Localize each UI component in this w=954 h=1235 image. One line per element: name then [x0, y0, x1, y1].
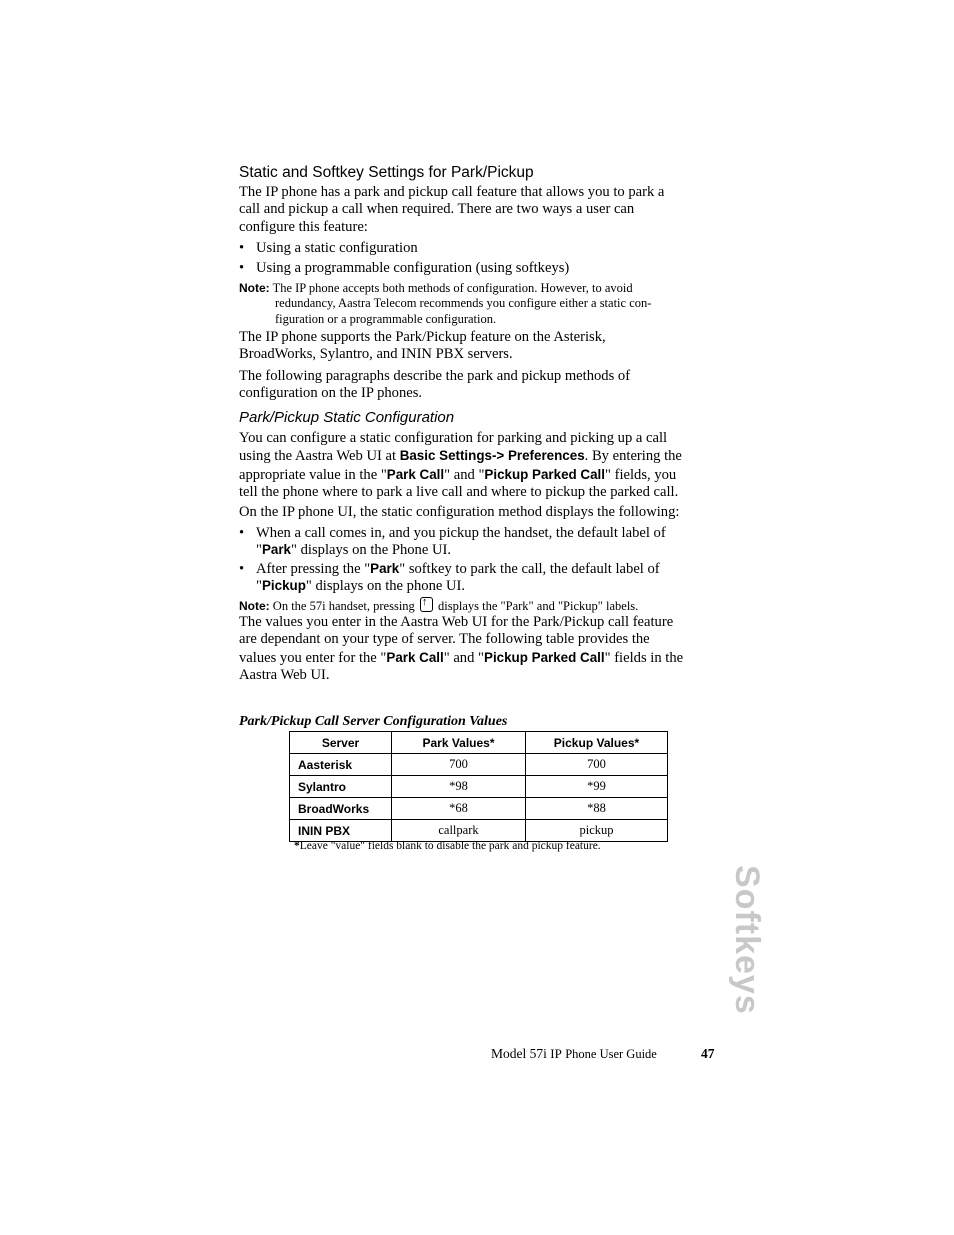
server-cell: Sylantro — [290, 776, 392, 798]
note-text: The IP phone accepts both methods of configuration. However, to avoid — [272, 281, 633, 295]
table-row — [290, 754, 668, 776]
bullet-dot: • — [239, 260, 245, 276]
values-paragraph — [239, 614, 683, 684]
table-caption: Park/Pickup Call Server Configuration Values — [239, 714, 508, 729]
table-header-row — [290, 732, 668, 754]
server-config-table — [289, 731, 668, 842]
subsection-title: Park/Pickup Static Configuration — [239, 409, 455, 426]
paragraph-line: configuration on the IP phones. — [239, 385, 423, 402]
menu-path: Basic Settings-> Preferences — [399, 448, 585, 464]
server-cell: Aasterisk — [290, 754, 392, 776]
paragraph-line: values you enter for the "Park Call" and "Pickup Parked Call" fields in the — [239, 649, 684, 666]
pickup-value-cell: *99 — [526, 776, 668, 798]
intro-paragraph — [239, 184, 664, 236]
list-item: When a call comes in, and you pickup the handset, the default label of "Park" displays on the Phone UI. — [256, 525, 666, 558]
table-row — [290, 776, 668, 798]
field-name: Pickup Parked Call — [484, 466, 605, 482]
note-text: figuration or a programmable configuration. — [275, 312, 497, 326]
intro-line: call and pickup a call when required. There are two ways a user can — [239, 201, 635, 218]
paragraph-line: The IP phone supports the Park/Pickup feature on the Asterisk, — [239, 329, 606, 345]
footer-rest: Phone User Guide — [565, 1047, 657, 1061]
footer-model: Model 57i — [491, 1046, 547, 1061]
server-cell: ININ PBX — [290, 820, 392, 842]
paragraph-line: BroadWorks, Sylantro, and ININ PBX servers. — [239, 346, 513, 363]
static-paragraph — [239, 430, 682, 501]
footer-ip: IP — [550, 1046, 562, 1061]
page-number: 47 — [701, 1046, 715, 1061]
section-title: Static and Softkey Settings for Park/Pickup — [239, 164, 534, 181]
note-label: Note: — [239, 599, 270, 613]
paragraph-line: appropriate value in the "Park Call" and "Pickup Parked Call" fields, you — [239, 466, 677, 483]
park-value-cell: 700 — [392, 754, 526, 776]
table-row — [290, 820, 668, 842]
paragraph-line: The values you enter in the Aastra Web UI for the Park/Pickup call feature — [239, 614, 674, 630]
note-text: redundancy, Aastra Telecom recommends you configure either a static con- — [275, 296, 652, 310]
side-tab-text: Softkeys — [728, 865, 766, 1015]
server-cell: BroadWorks — [290, 798, 392, 820]
intro-line: The IP phone has a park and pickup call feature that allows you to park a — [239, 184, 665, 200]
park-value-cell: *98 — [392, 776, 526, 798]
intro-line: configure this feature: — [239, 218, 368, 235]
list-item: Using a programmable configuration (using softkeys) — [256, 260, 570, 276]
note — [239, 281, 633, 297]
column-header: Park Values* — [392, 732, 526, 754]
field-name: Park Call — [386, 466, 445, 482]
column-header: Pickup Values* — [526, 732, 668, 754]
methods-paragraph — [239, 368, 630, 403]
softkey-up-arrow-icon — [420, 597, 433, 612]
note-label: Note: — [239, 281, 270, 295]
support-paragraph — [239, 329, 606, 364]
table-row — [290, 798, 668, 820]
footer-title — [491, 1046, 657, 1062]
note — [239, 597, 638, 615]
list-item: After pressing the "Park" softkey to park the call, the default label of "Pickup" displays on the phone UI. — [256, 561, 660, 594]
bullet-dot: • — [239, 525, 245, 541]
bullet-dot: • — [239, 561, 245, 577]
paragraph-line: The following paragraphs describe the park and pickup methods of — [239, 368, 631, 384]
table-footnote: *Leave "value" fields blank to disable the park and pickup feature. — [294, 840, 601, 852]
note-text: On the 57i handset, pressing — [272, 599, 415, 613]
pickup-value-cell: *88 — [526, 798, 668, 820]
paragraph-line: You can configure a static configuration for parking and picking up a call — [239, 430, 668, 446]
pickup-value-cell: 700 — [526, 754, 668, 776]
paragraph-line: using the Aastra Web UI at Basic Settings-> Preferences. By entering the — [239, 448, 682, 465]
paragraph-line: are dependant on your type of server. The following table provides the — [239, 631, 650, 648]
paragraph-line: tell the phone where to park a live call and where to pickup the parked call. — [239, 483, 679, 500]
note-text: displays the "Park" and "Pickup" labels. — [438, 599, 639, 613]
side-tab-label — [728, 865, 768, 1015]
bullet-dot: • — [239, 240, 245, 256]
list-item: Using a static configuration — [256, 240, 418, 256]
paragraph-line: Aastra Web UI. — [239, 666, 330, 683]
ui-paragraph: On the IP phone UI, the static configuration method displays the following: — [239, 504, 680, 520]
park-value-cell: *68 — [392, 798, 526, 820]
pickup-value-cell: pickup — [526, 820, 668, 842]
park-value-cell: callpark — [392, 820, 526, 842]
column-header: Server — [290, 732, 392, 754]
